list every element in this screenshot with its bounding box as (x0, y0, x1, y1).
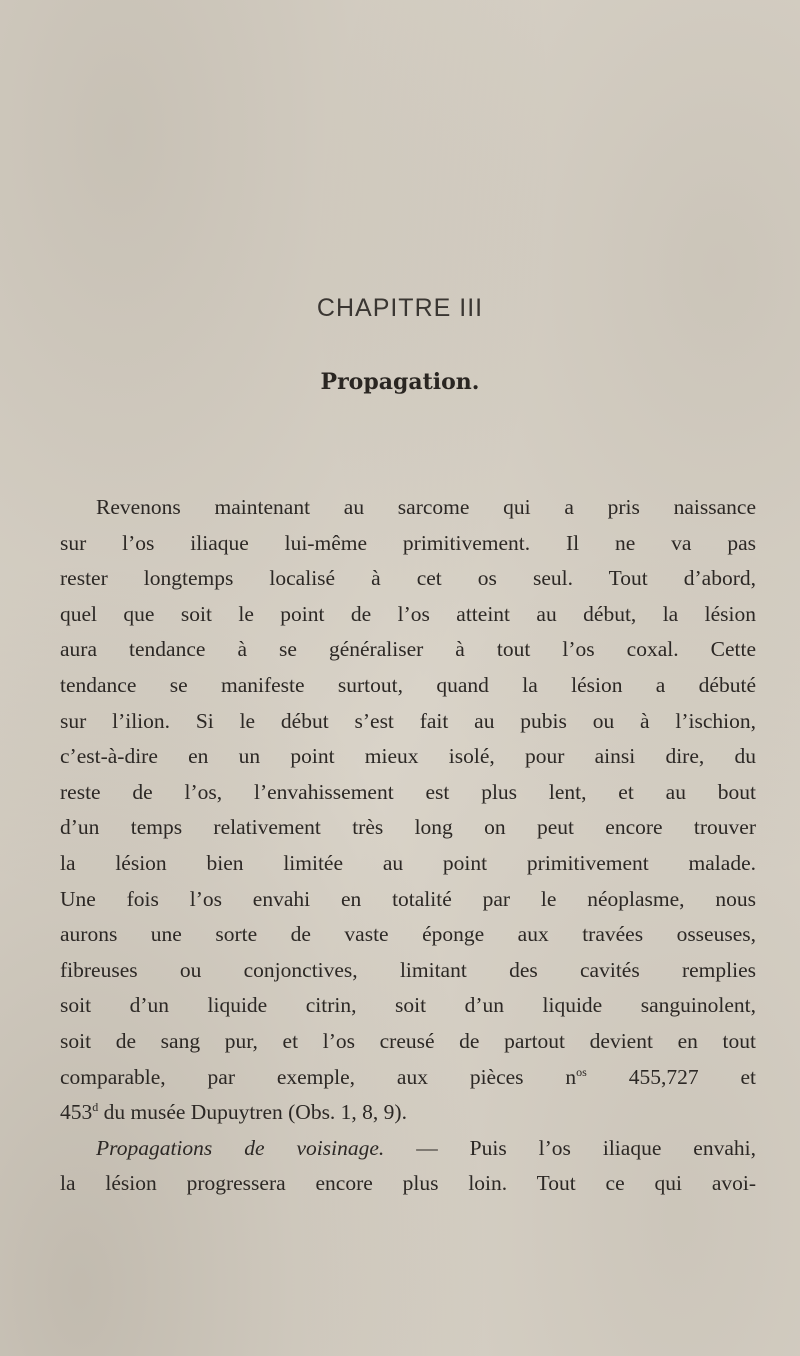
text-line: aurons une sorte de vaste éponge aux travées osseuses, (60, 922, 756, 947)
line-text: 453 (60, 1100, 93, 1125)
superscript: d (92, 1099, 99, 1114)
section-title: Propagation. (320, 369, 480, 395)
text-line: sur l’os iliaque lui-même primitivement. Il ne va pas (60, 530, 756, 555)
text-line: aura tendance à se généraliser à tout l’os coxal. Cette (60, 637, 756, 662)
text-line: soit de sang pur, et l’os creusé de partout devient en tout (60, 1028, 756, 1053)
text-line (60, 1060, 756, 1096)
text-line: sur l’ilion. Si le début s’est fait au pubis ou à l’ischion, (60, 708, 756, 733)
text-line: d’un temps relativement très long on peut encore trouver (60, 815, 756, 840)
line-text: du musée Dupuytren (Obs. 1, 8, 9). (98, 1100, 407, 1125)
text-line: la lésion bien limitée au point primitivement malade. (60, 850, 756, 875)
line-text: 455,727 et (586, 1064, 756, 1089)
body-paragraph (60, 490, 756, 1202)
text-line: c’est-à-dire en un point mieux isolé, pour ainsi dire, du (60, 744, 756, 769)
text-line: quel que soit le point de l’os atteint au début, la lésion (60, 601, 756, 626)
text-line: Une fois l’os envahi en totalité par le néoplasme, nous (60, 886, 756, 911)
text-line: fibreuses ou conjonctives, limitant des cavités remplies (60, 957, 756, 982)
text-line: la lésion progressera encore plus loin. Tout ce qui avoi- (60, 1171, 756, 1196)
line-text: — Puis l’os iliaque envahi, (384, 1135, 756, 1160)
chapter-title: CHAPITRE III (316, 294, 484, 322)
text-line: reste de l’os, l’envahissement est plus lent, et au bout (60, 779, 756, 804)
text-line (60, 1131, 756, 1167)
line-text: comparable, par exemple, aux pièces n (60, 1064, 577, 1089)
text-line (60, 1095, 756, 1131)
text-line: soit d’un liquide citrin, soit d’un liquide sanguinolent, (60, 993, 756, 1018)
text-line: rester longtemps localisé à cet os seul. Tout d’abord, (60, 566, 756, 591)
subsection-heading: Propagations de voisinage. (96, 1135, 385, 1160)
text-line: Revenons maintenant au sarcome qui a pris naissance (96, 495, 756, 519)
superscript: os (576, 1064, 587, 1079)
text-line: tendance se manifeste surtout, quand la lésion a débuté (60, 672, 756, 697)
